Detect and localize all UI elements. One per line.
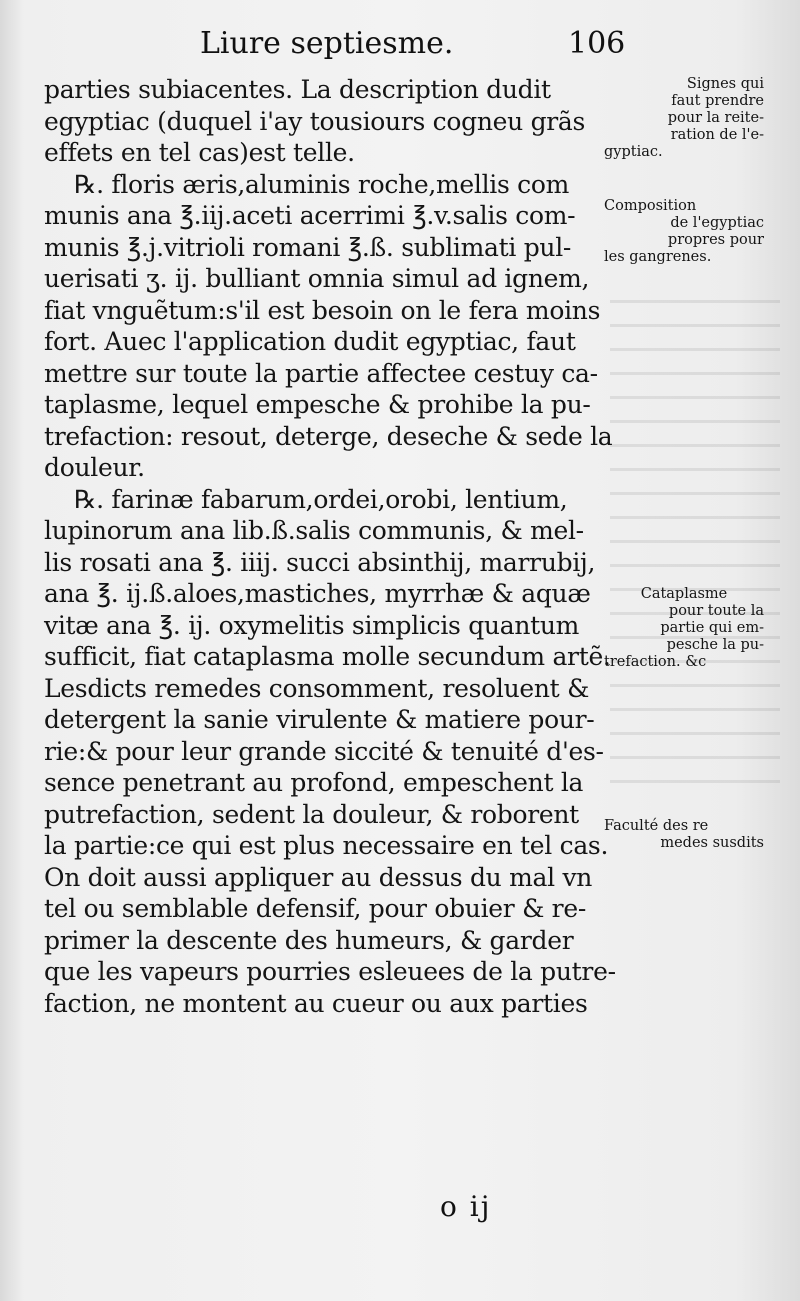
text-line: detergent la sanie virulente & matiere pour- (44, 705, 595, 734)
text-line: rie:& pour leur grande siccité & tenuité d'es- (44, 736, 604, 766)
text-line: ana ℥. ij.ß.aloes,mastiches, myrrhæ & aquæ (44, 579, 591, 608)
note-line: les gangrenes. (604, 249, 712, 265)
text-line: mettre sur toute la partie affectee cestuy ca- (44, 358, 598, 388)
note-line: Cataplasme (640, 586, 728, 602)
text-line: effets en tel cas)est telle. (44, 138, 355, 167)
note-line: pesche la pu- (666, 637, 764, 653)
text-line: sence penetrant au profond, empeschent la (44, 768, 584, 797)
text-line: uerisati ʒ. ij. bulliant omnia simul ad ignem, (44, 264, 590, 293)
text-line: fort. Auec l'application dudit egyptiac, faut (44, 327, 576, 356)
note-line: pour toute la (668, 603, 764, 619)
note-line: trefaction. &c (604, 654, 707, 670)
note-line: Signes qui (686, 76, 764, 92)
text-line: lupinorum ana lib.ß.salis communis, & mel- (44, 516, 584, 545)
text-line: douleur. (44, 453, 145, 482)
note-line: faut prendre (671, 93, 764, 109)
note-line: Composition (604, 198, 697, 214)
margin-note-composition (604, 198, 764, 266)
margin-note-cataplasme (604, 586, 764, 671)
text-line: ℞. farinæ fabarum,ordei,orobi, lentium, (74, 484, 568, 514)
note-line: medes susdits (660, 835, 764, 851)
text-line: tel ou semblable defensif, pour obuier & re- (44, 894, 586, 923)
text-line: fiat vnguẽtum:s'il est besoin on le fera moins (44, 295, 601, 325)
signature-mark: o ij (440, 1190, 492, 1223)
text-line: trefaction: resout, deterge, deseche & sede la (44, 421, 613, 451)
text-line: parties subiacentes. La description dudit (44, 75, 551, 104)
note-line: Faculté des re (604, 818, 709, 834)
text-line: putrefaction, sedent la douleur, & roborent (44, 799, 579, 829)
note-line: propres pour (667, 232, 764, 248)
main-text-block (44, 74, 616, 1019)
show-through-texture (610, 300, 780, 800)
running-title: Liure septiesme. (200, 26, 454, 61)
page-number: 106 (568, 26, 626, 61)
note-line: ration de l'e- (670, 127, 764, 143)
text-line: ℞. floris æris,aluminis roche,mellis com (74, 169, 569, 199)
margin-note-faculte (604, 818, 764, 852)
text-line: On doit aussi appliquer au dessus du mal vn (44, 862, 593, 892)
text-line: lis rosati ana ℥. iiij. succi absinthij, marrubij, (44, 547, 596, 577)
note-line: partie qui em- (660, 620, 764, 636)
text-line: primer la descente des humeurs, & garder (44, 925, 574, 955)
page-header (0, 22, 640, 68)
text-line: que les vapeurs pourries esleuees de la putre- (44, 957, 616, 986)
text-line: egyptiac (duquel i'ay tousiours cogneu grãs (44, 106, 586, 136)
note-line: de l'egyptiac (670, 215, 764, 231)
text-line: sufficit, fiat cataplasma molle secundum artẽ. (44, 642, 611, 671)
text-line: vitæ ana ℥. ij. oxymelitis simplicis quantum (44, 610, 580, 640)
text-line: Lesdicts remedes consomment, resoluent & (44, 673, 590, 703)
text-line: munis ℥.j.vitrioli romani ℥.ß. sublimati pul- (44, 232, 572, 262)
note-line: pour la reite- (667, 110, 764, 126)
text-line: la partie:ce qui est plus necessaire en tel cas. (44, 831, 609, 860)
margin-note-signes (604, 76, 764, 161)
text-line: taplasme, lequel empesche & prohibe la pu- (44, 390, 591, 419)
text-line: faction, ne montent au cueur ou aux parties (44, 988, 588, 1018)
note-line: gyptiac. (604, 144, 663, 160)
text-line: munis ana ℥.iij.aceti acerrimi ℥.v.salis com- (44, 201, 576, 230)
